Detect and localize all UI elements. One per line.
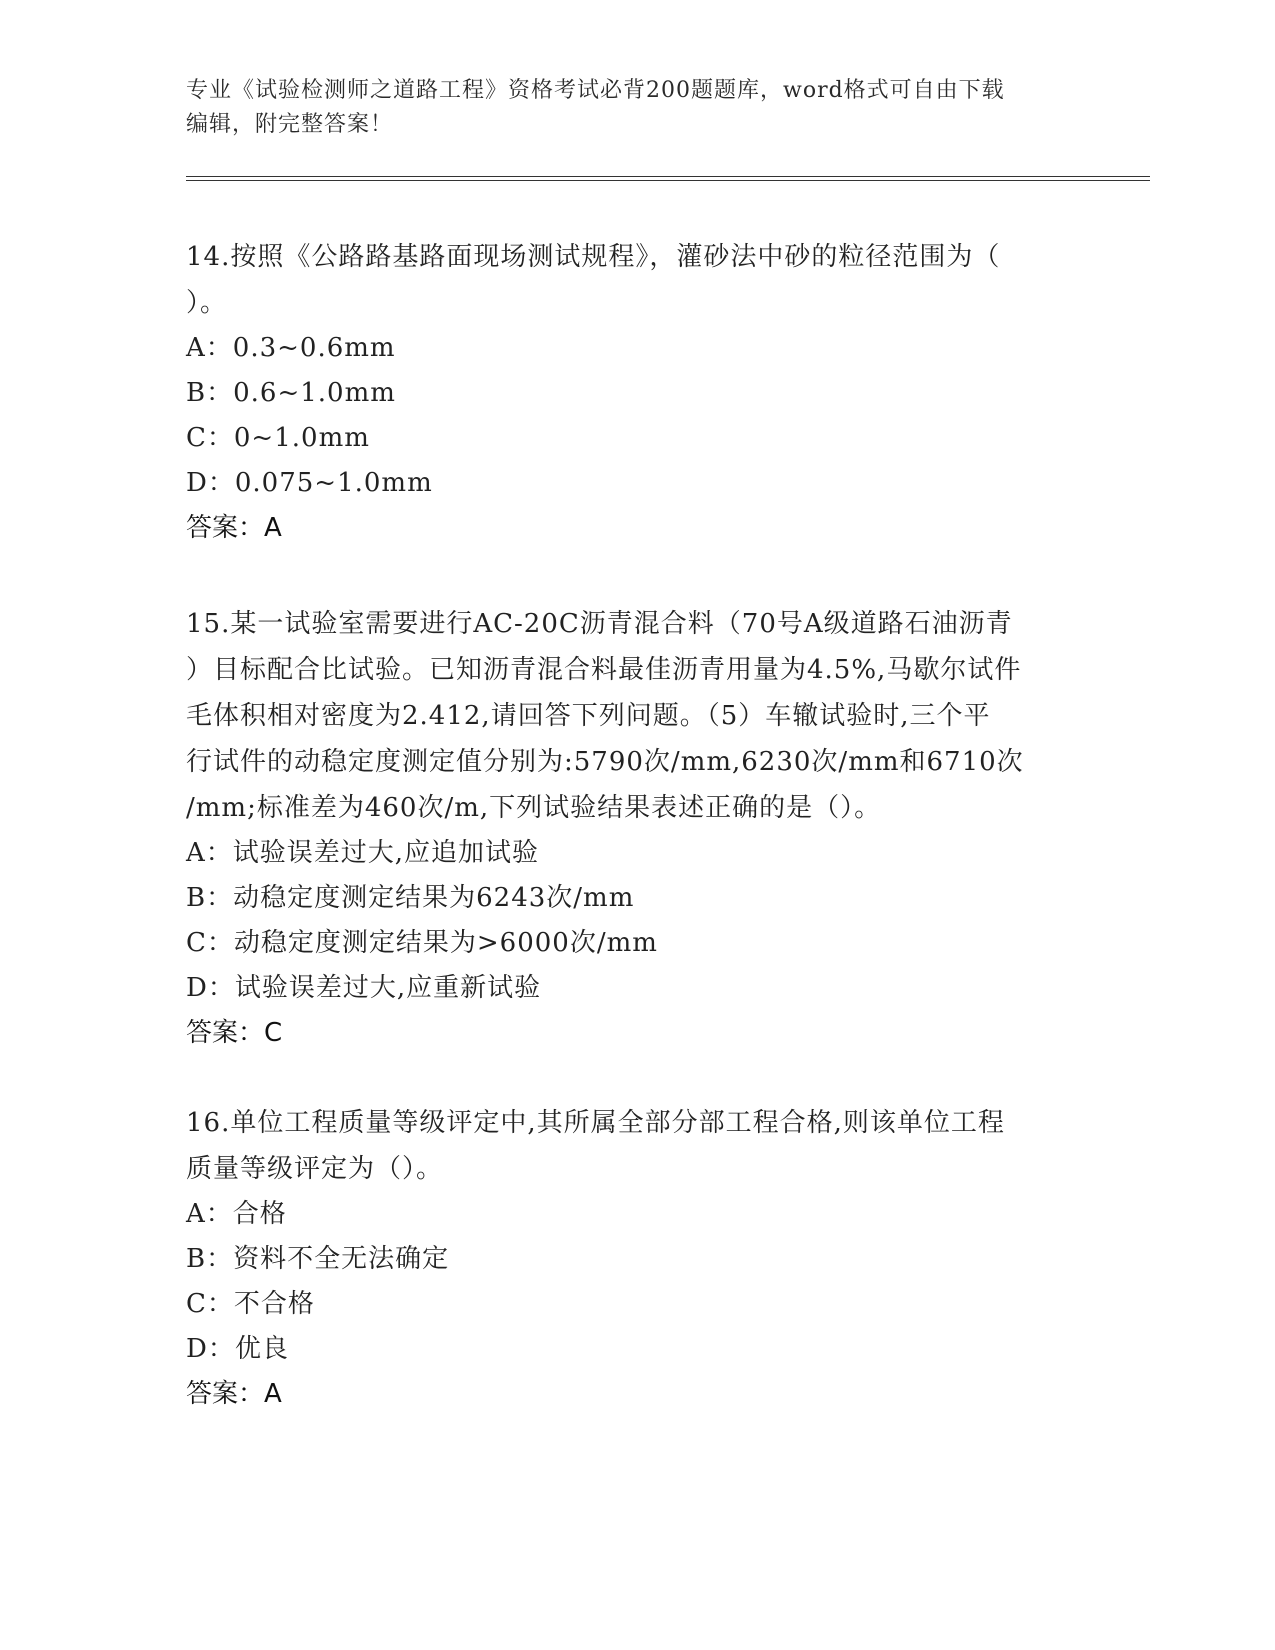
answer-line: 答案：A: [186, 513, 282, 543]
question-stem-line: 毛体积相对密度为2.412,请回答下列问题。（5）车辙试验时,三个平: [186, 701, 991, 731]
option-c: C：不合格: [186, 1289, 315, 1319]
question-stem-line: 质量等级评定为（）。: [186, 1154, 444, 1184]
header-line-1: 专业《试验检测师之道路工程》资格考试必背200题题库，word格式可自由下载: [186, 78, 1005, 103]
option-a: A：试验误差过大,应追加试验: [186, 838, 540, 868]
question-stem-line: 14.按照《公路路基路面现场测试规程》，灌砂法中砂的粒径范围为（: [186, 242, 1001, 272]
option-c: C：0~1.0mm: [186, 423, 370, 453]
option-d: D：优良: [186, 1334, 289, 1364]
question-stem-line: 16.单位工程质量等级评定中,其所属全部分部工程合格,则该单位工程: [186, 1108, 1005, 1138]
option-a: A：合格: [186, 1199, 287, 1229]
question-stem-line: ）。: [186, 288, 228, 318]
option-d: D：0.075~1.0mm: [186, 468, 433, 498]
question-15: [186, 601, 1086, 1056]
question-stem-line: 15.某一试验室需要进行AC-20C沥青混合料（70号A级道路石油沥青: [186, 609, 1013, 639]
document-header: [186, 74, 1086, 142]
question-stem-line: 行试件的动稳定度测定值分别为:5790次/mm,6230次/mm和6710次: [186, 747, 1024, 777]
question-stem-line: ）目标配合比试验。已知沥青混合料最佳沥青用量为4.5%,马歇尔试件: [186, 655, 1022, 685]
option-b: B：动稳定度测定结果为6243次/mm: [186, 883, 635, 913]
option-a: A：0.3~0.6mm: [186, 333, 396, 363]
header-line-2: 编辑，附完整答案！: [186, 112, 394, 137]
header-divider: [186, 176, 1150, 181]
answer-line: 答案：C: [186, 1018, 283, 1048]
answer-line: 答案：A: [186, 1379, 282, 1409]
question-stem-line: /mm;标准差为460次/m,下列试验结果表述正确的是（）。: [186, 793, 882, 823]
question-16: [186, 1100, 1086, 1417]
option-b: B：0.6~1.0mm: [186, 378, 396, 408]
option-d: D：试验误差过大,应重新试验: [186, 973, 542, 1003]
option-c: C：动稳定度测定结果为>6000次/mm: [186, 928, 658, 958]
question-14: [186, 234, 1086, 551]
option-b: B：资料不全无法确定: [186, 1244, 450, 1274]
